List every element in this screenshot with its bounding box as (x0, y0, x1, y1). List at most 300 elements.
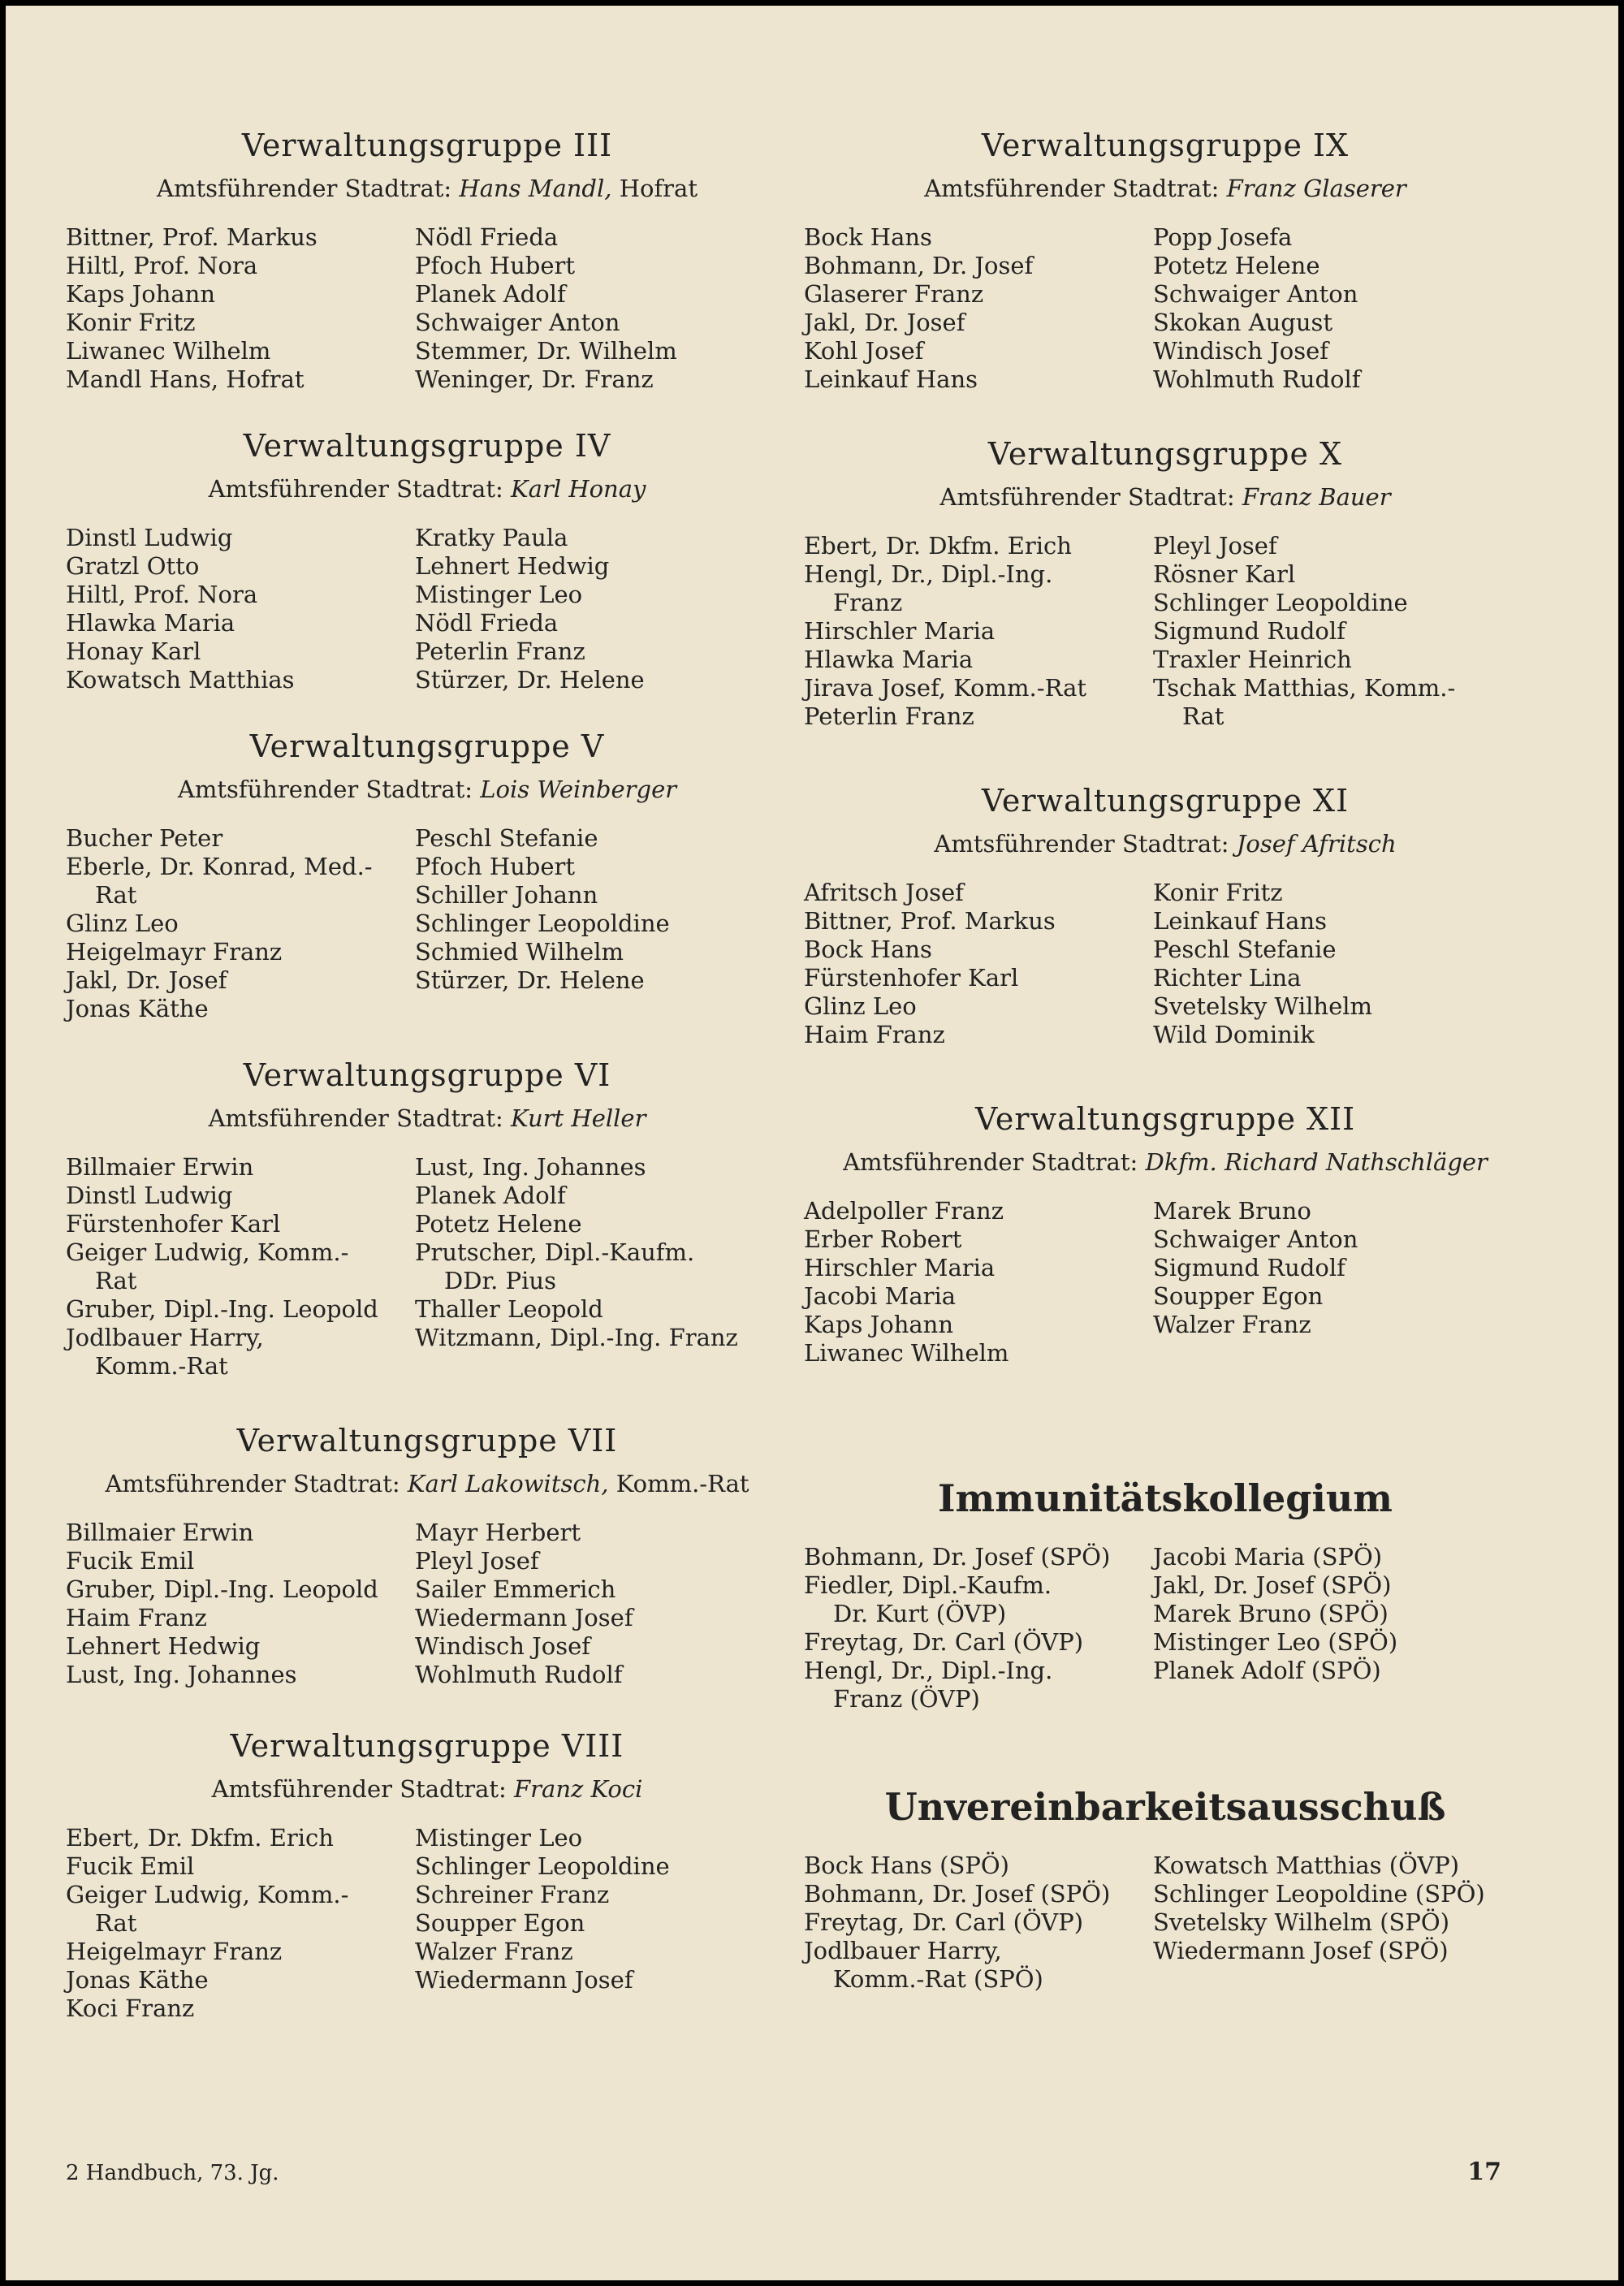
member-name: Rösner Karl (1153, 560, 1296, 588)
member-entry (415, 637, 788, 666)
lead-label: Amtsführender Stadtrat: (211, 1775, 507, 1803)
member-entry (66, 1295, 415, 1324)
member-entry (415, 1238, 788, 1295)
member-entry (66, 1938, 415, 1966)
group-lead (66, 1104, 788, 1132)
member-name: Windisch Josef (1153, 337, 1328, 365)
member-column (66, 524, 415, 694)
lead-person: Hans Mandl, (459, 175, 612, 202)
member-entry (804, 560, 1153, 617)
member-column (415, 1824, 788, 2023)
member-name: Wohlmuth Rudolf (415, 1661, 623, 1688)
member-name: Traxler Heinrich (1153, 646, 1352, 673)
member-entry (804, 1282, 1153, 1311)
member-entry (415, 1210, 788, 1238)
member-name: Jacobi Maria (804, 1282, 957, 1310)
member-name: Prutscher, Dipl.-Kaufm. (415, 1238, 695, 1266)
member-column (804, 223, 1153, 394)
member-name: Bock Hans (SPÖ) (804, 1852, 1009, 1879)
member-name: Marek Bruno (SPÖ) (1153, 1600, 1389, 1627)
member-entry (804, 337, 1153, 365)
member-entry (66, 552, 415, 581)
member-name: Pfoch Hubert (415, 853, 576, 880)
group-title: Verwaltungsgruppe IX (981, 127, 1350, 163)
member-name-continued: Franz (833, 589, 903, 616)
lead-label: Amtsführender Stadtrat: (924, 175, 1220, 202)
left-column (66, 127, 788, 2023)
member-name: Schlinger Leopoldine (SPÖ) (1153, 1880, 1485, 1908)
member-name: Kratky Paula (415, 524, 568, 551)
member-name: Schmied Wilhelm (415, 938, 624, 966)
member-entry (1153, 280, 1527, 309)
member-name: Pleyl Josef (415, 1547, 539, 1575)
member-entry (1153, 1657, 1527, 1685)
member-column (415, 1519, 788, 1689)
lead-label: Amtsführender Stadtrat: (939, 483, 1235, 511)
member-entry (804, 1311, 1153, 1339)
member-entry (415, 881, 788, 910)
member-name: Schiller Johann (415, 881, 598, 909)
member-entry (804, 674, 1153, 702)
member-name: Walzer Franz (1153, 1311, 1311, 1338)
member-name: Jodlbauer Harry, (66, 1324, 264, 1351)
member-name-continued: Rat (1182, 702, 1224, 730)
member-entry (66, 524, 415, 552)
member-name: Fürstenhofer Karl (66, 1210, 281, 1238)
member-name: Peschl Stefanie (415, 824, 598, 852)
member-entry (1153, 617, 1527, 646)
member-name-continued: Komm.-Rat (95, 1352, 228, 1380)
member-name: Haim Franz (804, 1021, 945, 1048)
member-entry (1153, 1908, 1527, 1937)
group-title: Verwaltungsgruppe XI (981, 783, 1350, 819)
member-name: Bittner, Prof. Markus (804, 907, 1056, 935)
member-entry (66, 1604, 415, 1632)
member-name: Wiedermann Josef (415, 1604, 633, 1631)
member-list (804, 879, 1527, 1049)
member-entry (804, 879, 1153, 907)
lead-title: Komm.-Rat (615, 1470, 749, 1497)
member-name: Mistinger Leo (415, 581, 583, 608)
member-name: Planek Adolf (SPÖ) (1153, 1657, 1381, 1684)
member-name: Wiedermann Josef (SPÖ) (1153, 1937, 1449, 1964)
member-entry (415, 1632, 788, 1661)
member-column (1153, 1543, 1527, 1713)
member-name-continued: Dr. Kurt (ÖVP) (833, 1600, 1007, 1627)
member-entry (415, 524, 788, 552)
member-list (66, 524, 788, 694)
member-name: Schreiner Franz (415, 1881, 610, 1908)
lead-label: Amtsführender Stadtrat: (105, 1470, 400, 1497)
member-name: Ebert, Dr. Dkfm. Erich (66, 1824, 334, 1852)
member-entry (66, 1881, 415, 1938)
member-list (804, 1852, 1527, 1994)
member-column (66, 824, 415, 1023)
group-title: Verwaltungsgruppe X (987, 436, 1343, 472)
member-name: Leinkauf Hans (804, 365, 978, 393)
member-name: Richter Lina (1153, 964, 1302, 992)
member-name: Peterlin Franz (804, 702, 974, 730)
member-list (804, 223, 1527, 394)
member-entry (1153, 1254, 1527, 1282)
member-entry (415, 1824, 788, 1852)
member-name: Liwanec Wilhelm (804, 1339, 1009, 1367)
member-name: Mandl Hans, Hofrat (66, 365, 304, 393)
member-entry (415, 1938, 788, 1966)
footer-signature: 2 Handbuch, 73. Jg. (66, 2161, 279, 2185)
member-entry (804, 646, 1153, 674)
member-name: Jakl, Dr. Josef (SPÖ) (1153, 1571, 1392, 1599)
member-entry (415, 1966, 788, 1994)
member-entry (804, 1254, 1153, 1282)
member-name-continued: Komm.-Rat (SPÖ) (833, 1965, 1043, 1993)
lead-label: Amtsführender Stadtrat: (843, 1148, 1138, 1176)
member-entry (66, 1182, 415, 1210)
member-name: Konir Fritz (66, 309, 196, 336)
member-name: Lust, Ing. Johannes (66, 1661, 297, 1688)
lead-person: Dkfm. Richard Nathschläger (1145, 1148, 1488, 1176)
member-name: Geiger Ludwig, Komm.- (66, 1881, 349, 1908)
member-name: Koci Franz (66, 1994, 195, 2022)
member-entry (415, 938, 788, 966)
page-number: 17 (1467, 2158, 1501, 2186)
member-entry (1153, 1282, 1527, 1311)
member-name: Hlawka Maria (66, 609, 235, 637)
member-name: Freytag, Dr. Carl (ÖVP) (804, 1628, 1084, 1656)
member-name: Glaserer Franz (804, 280, 984, 308)
member-entry (804, 1543, 1153, 1571)
member-entry (804, 964, 1153, 992)
member-name: Stürzer, Dr. Helene (415, 666, 645, 694)
group-lead (804, 175, 1527, 202)
member-name: Tschak Matthias, Komm.- (1153, 674, 1456, 702)
lead-label: Amtsführender Stadtrat: (208, 1104, 503, 1132)
right-column (804, 127, 1527, 1994)
administrative-group (66, 1057, 788, 1381)
group-title: Verwaltungsgruppe III (241, 127, 613, 163)
member-name: Hengl, Dr., Dipl.-Ing. (804, 560, 1053, 588)
member-entry (66, 252, 415, 280)
member-name: Gruber, Dipl.-Ing. Leopold (66, 1295, 378, 1323)
group-lead (804, 483, 1527, 511)
member-entry (415, 1661, 788, 1689)
member-name: Billmaier Erwin (66, 1519, 254, 1546)
member-name: Stemmer, Dr. Wilhelm (415, 337, 677, 365)
immunity-committee (804, 1476, 1527, 1713)
member-name: Sigmund Rudolf (1153, 1254, 1345, 1281)
member-name: Bock Hans (804, 936, 932, 963)
member-entry (415, 609, 788, 637)
member-name: Pfoch Hubert (415, 252, 576, 279)
member-name: Fucik Emil (66, 1547, 195, 1575)
member-name: Hiltl, Prof. Nora (66, 252, 258, 279)
member-name: Potetz Helene (415, 1210, 582, 1238)
member-entry (804, 1880, 1153, 1908)
administrative-group (66, 428, 788, 694)
member-entry (66, 966, 415, 995)
member-entry (804, 992, 1153, 1021)
member-column (1153, 1852, 1527, 1994)
member-column (66, 223, 415, 394)
member-entry (804, 1657, 1153, 1713)
member-entry (1153, 1311, 1527, 1339)
member-entry (415, 853, 788, 881)
member-entry (415, 1881, 788, 1909)
member-list (66, 1824, 788, 2023)
immunity-title: Immunitätskollegium (938, 1476, 1393, 1520)
member-name-continued: DDr. Pius (444, 1267, 556, 1294)
member-name: Kaps Johann (66, 280, 216, 308)
member-entry (415, 1909, 788, 1938)
group-title: Verwaltungsgruppe VII (236, 1423, 618, 1458)
member-name: Bittner, Prof. Markus (66, 223, 317, 251)
member-name: Thaller Leopold (415, 1295, 603, 1323)
member-entry (66, 1153, 415, 1182)
group-lead (66, 776, 788, 803)
member-entry (66, 1210, 415, 1238)
lead-person: Lois Weinberger (480, 776, 677, 803)
member-name: Potetz Helene (1153, 252, 1320, 279)
member-name: Peschl Stefanie (1153, 936, 1337, 963)
member-name: Schwaiger Anton (1153, 280, 1358, 308)
member-name: Svetelsky Wilhelm (1153, 992, 1373, 1020)
member-name: Mistinger Leo (415, 1824, 583, 1852)
member-entry (1153, 879, 1527, 907)
member-column (415, 824, 788, 1023)
incompatibility-committee (804, 1785, 1527, 1994)
member-name: Schlinger Leopoldine (415, 1852, 670, 1880)
member-column (804, 1543, 1153, 1713)
member-name: Wild Dominik (1153, 1021, 1315, 1048)
member-entry (415, 581, 788, 609)
member-name: Lehnert Hedwig (66, 1632, 261, 1660)
member-name: Mistinger Leo (SPÖ) (1153, 1628, 1398, 1656)
member-entry (415, 1852, 788, 1881)
lead-person: Kurt Heller (510, 1104, 646, 1132)
member-list (804, 1543, 1527, 1713)
member-entry (804, 1197, 1153, 1225)
member-entry (415, 223, 788, 252)
administrative-group (66, 1423, 788, 1689)
member-entry (66, 365, 415, 394)
member-name: Jonas Käthe (66, 1966, 209, 1994)
member-column (804, 879, 1153, 1049)
member-list (66, 223, 788, 394)
group-title: Verwaltungsgruppe IV (243, 428, 611, 464)
member-entry (1153, 589, 1527, 617)
member-list (66, 824, 788, 1023)
member-name: Bock Hans (804, 223, 932, 251)
member-entry (415, 1547, 788, 1575)
member-name: Bucher Peter (66, 824, 223, 852)
group-title: Verwaltungsgruppe V (249, 728, 605, 764)
member-name: Pleyl Josef (1153, 532, 1277, 560)
member-entry (66, 1632, 415, 1661)
member-name-continued: Franz (ÖVP) (833, 1685, 980, 1713)
member-entry (1153, 1852, 1527, 1880)
member-entry (415, 666, 788, 694)
member-name: Bohmann, Dr. Josef (804, 252, 1034, 279)
member-entry (1153, 646, 1527, 674)
member-name: Hiltl, Prof. Nora (66, 581, 258, 608)
member-name: Heigelmayr Franz (66, 938, 283, 966)
member-entry (1153, 674, 1527, 731)
member-entry (66, 1575, 415, 1604)
member-name: Jacobi Maria (SPÖ) (1153, 1543, 1383, 1571)
member-name: Afritsch Josef (804, 879, 964, 906)
member-name: Peterlin Franz (415, 637, 585, 665)
member-column (415, 223, 788, 394)
member-name-continued: Rat (95, 881, 137, 909)
member-entry (1153, 1571, 1527, 1600)
member-entry (804, 936, 1153, 964)
member-entry (1153, 936, 1527, 964)
member-entry (1153, 1628, 1527, 1657)
member-name: Honay Karl (66, 637, 201, 665)
member-name: Lehnert Hedwig (415, 552, 610, 580)
member-entry (804, 309, 1153, 337)
member-entry (1153, 907, 1527, 936)
member-name: Popp Josefa (1153, 223, 1293, 251)
member-name: Heigelmayr Franz (66, 1938, 283, 1965)
member-name: Jirava Josef, Komm.-Rat (804, 674, 1087, 702)
member-list (66, 1153, 788, 1381)
member-name: Wohlmuth Rudolf (1153, 365, 1361, 393)
member-entry (1153, 223, 1527, 252)
member-column (415, 1153, 788, 1381)
member-name: Fucik Emil (66, 1852, 195, 1880)
member-entry (66, 1238, 415, 1295)
member-name: Wiedermann Josef (415, 1966, 633, 1994)
member-entry (804, 1225, 1153, 1254)
member-entry (804, 1937, 1153, 1994)
member-entry (415, 966, 788, 995)
member-name: Planek Adolf (415, 280, 566, 308)
member-list (66, 1519, 788, 1689)
member-column (804, 532, 1153, 731)
member-name: Marek Bruno (1153, 1197, 1311, 1225)
member-entry (66, 853, 415, 910)
administrative-group (66, 728, 788, 1023)
member-entry (66, 1661, 415, 1689)
member-name: Kaps Johann (804, 1311, 954, 1338)
member-name: Witzmann, Dipl.-Ing. Franz (415, 1324, 738, 1351)
member-name: Fürstenhofer Karl (804, 964, 1019, 992)
group-title: Verwaltungsgruppe VIII (230, 1728, 624, 1764)
page (6, 6, 1618, 2280)
member-name: Fiedler, Dipl.-Kaufm. (804, 1571, 1052, 1599)
member-entry (1153, 1937, 1527, 1965)
member-name: Kowatsch Matthias (66, 666, 295, 694)
member-name: Soupper Egon (415, 1909, 585, 1937)
member-list (804, 532, 1527, 731)
group-lead (66, 175, 788, 202)
member-name: Schwaiger Anton (1153, 1225, 1358, 1253)
member-name: Hirschler Maria (804, 617, 996, 645)
member-entry (804, 252, 1153, 280)
member-name: Ebert, Dr. Dkfm. Erich (804, 532, 1072, 560)
member-name: Billmaier Erwin (66, 1153, 254, 1181)
member-entry (1153, 964, 1527, 992)
member-entry (804, 1852, 1153, 1880)
member-column (804, 1852, 1153, 1994)
member-entry (66, 223, 415, 252)
member-entry (415, 1153, 788, 1182)
lead-label: Amtsführender Stadtrat: (934, 830, 1229, 858)
member-entry (1153, 252, 1527, 280)
member-entry (804, 907, 1153, 936)
member-name: Liwanec Wilhelm (66, 337, 271, 365)
member-name: Gruber, Dipl.-Ing. Leopold (66, 1575, 378, 1603)
member-entry (804, 1908, 1153, 1937)
group-lead (66, 475, 788, 503)
member-name: Glinz Leo (66, 910, 179, 937)
member-entry (804, 1339, 1153, 1368)
member-entry (804, 1628, 1153, 1657)
member-entry (415, 552, 788, 581)
group-title: Verwaltungsgruppe VI (243, 1057, 611, 1093)
member-entry (415, 1575, 788, 1604)
lead-person: Franz Bauer (1242, 483, 1391, 511)
group-lead (804, 830, 1527, 858)
member-column (804, 1197, 1153, 1368)
member-entry (415, 337, 788, 365)
member-name: Skokan August (1153, 309, 1333, 336)
member-name-continued: Rat (95, 1267, 137, 1294)
member-name-continued: Rat (95, 1909, 137, 1937)
member-entry (1153, 560, 1527, 589)
member-entry (66, 1966, 415, 1994)
member-column (66, 1519, 415, 1689)
member-name: Schlinger Leopoldine (1153, 589, 1408, 616)
administrative-group (66, 1728, 788, 2023)
member-entry (415, 1295, 788, 1324)
member-entry (415, 824, 788, 853)
member-name: Jakl, Dr. Josef (66, 966, 227, 994)
member-column (66, 1153, 415, 1381)
member-name: Kohl Josef (804, 337, 924, 365)
member-entry (415, 1519, 788, 1547)
member-entry (1153, 1543, 1527, 1571)
member-entry (415, 1182, 788, 1210)
member-name: Kowatsch Matthias (ÖVP) (1153, 1852, 1460, 1879)
lead-person: Franz Glaserer (1226, 175, 1406, 202)
member-entry (66, 910, 415, 938)
member-entry (415, 1324, 788, 1352)
member-entry (804, 617, 1153, 646)
member-entry (415, 910, 788, 938)
administrative-group (66, 127, 788, 394)
member-entry (66, 1547, 415, 1575)
member-name: Lust, Ing. Johannes (415, 1153, 646, 1181)
member-entry (415, 309, 788, 337)
member-name: Sigmund Rudolf (1153, 617, 1345, 645)
member-name: Sailer Emmerich (415, 1575, 616, 1603)
member-entry (66, 581, 415, 609)
group-lead (66, 1775, 788, 1803)
member-entry (1153, 309, 1527, 337)
member-entry (1153, 337, 1527, 365)
member-entry (804, 532, 1153, 560)
member-name: Nödl Frieda (415, 609, 559, 637)
member-name: Mayr Herbert (415, 1519, 581, 1546)
member-entry (1153, 1600, 1527, 1628)
member-name: Bohmann, Dr. Josef (SPÖ) (804, 1880, 1111, 1908)
member-column (1153, 1197, 1527, 1368)
member-name: Glinz Leo (804, 992, 917, 1020)
member-name: Walzer Franz (415, 1938, 573, 1965)
member-entry (66, 337, 415, 365)
